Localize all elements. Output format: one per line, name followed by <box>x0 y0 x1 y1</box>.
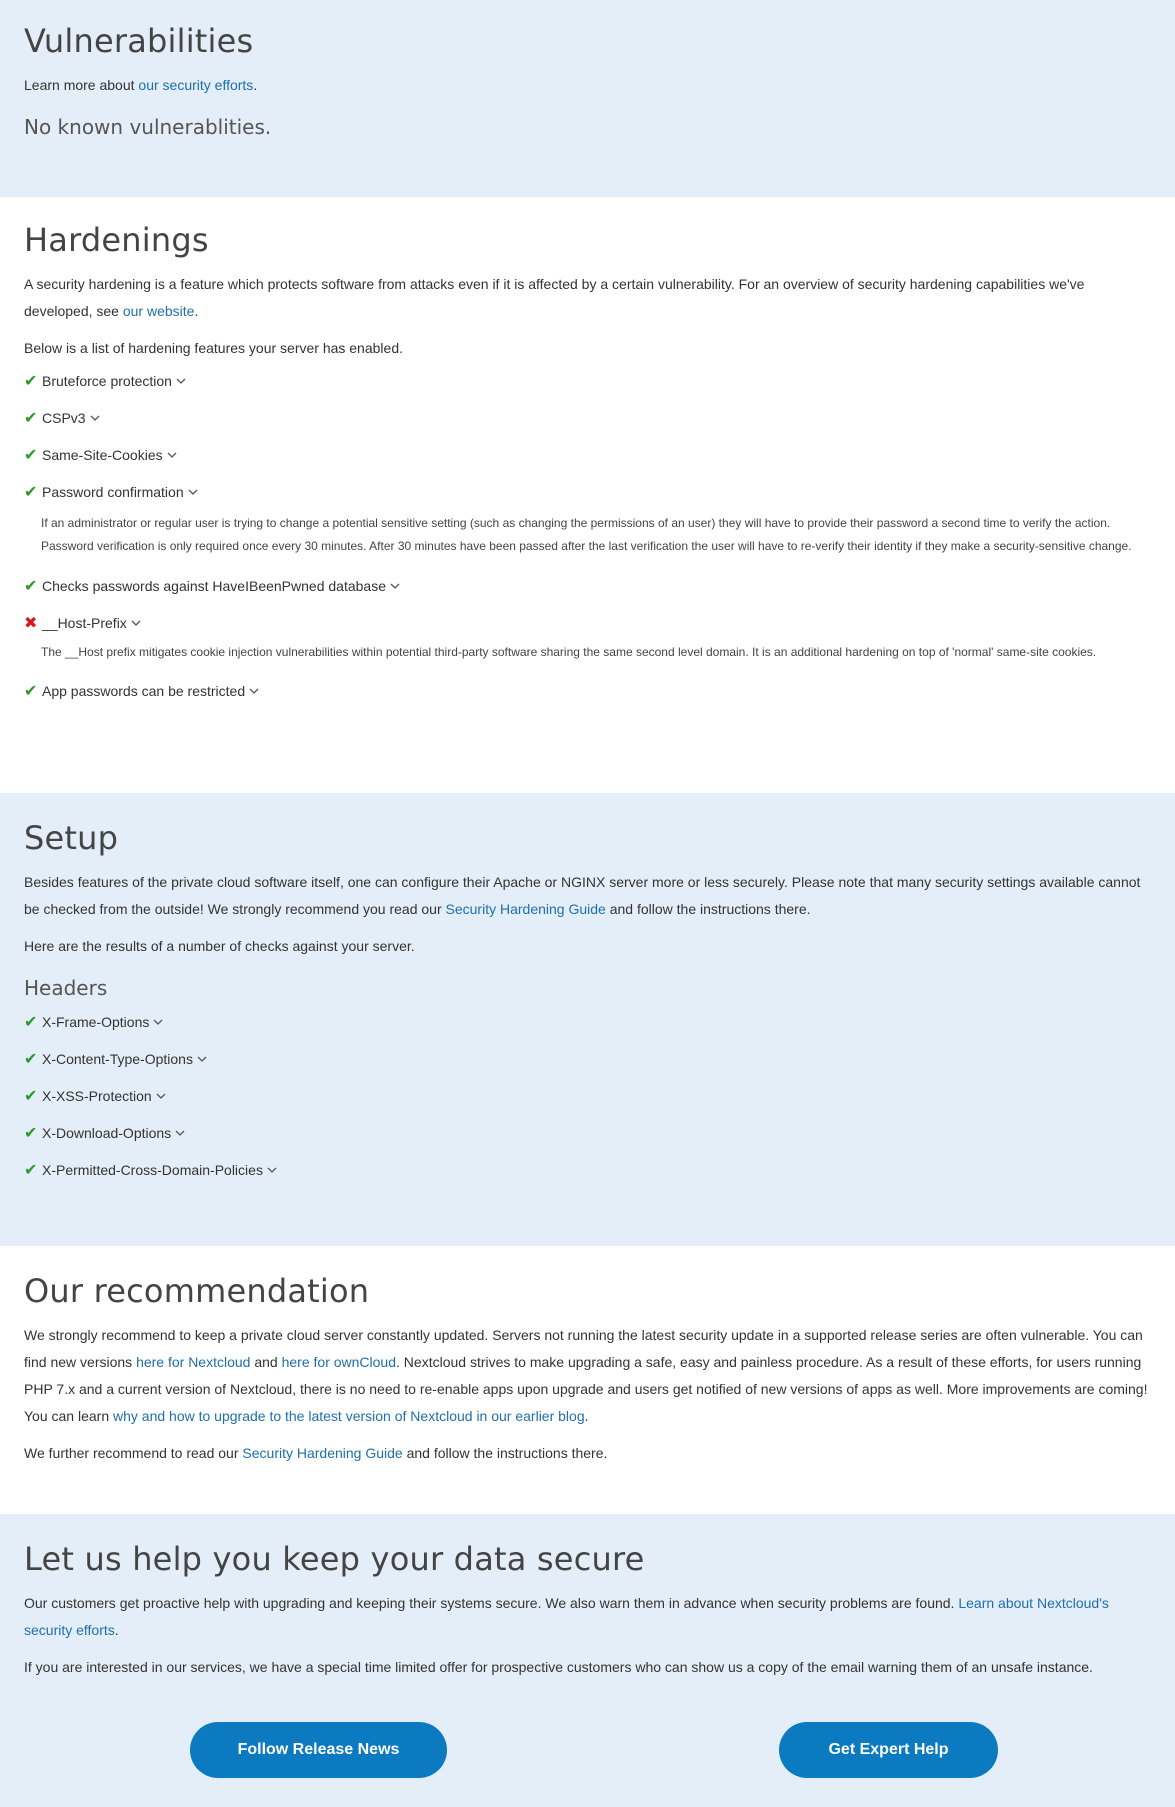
hardening-item-host-prefix[interactable] <box>24 604 1151 641</box>
security-hardening-guide-link-2[interactable]: Security Hardening Guide <box>242 1445 403 1461</box>
hardenings-title: Hardenings <box>24 221 209 259</box>
security-hardening-guide-link[interactable]: Security Hardening Guide <box>445 901 606 917</box>
password-confirmation-detail: If an administrator or regular user is trying to change a potential sensitive setting (such as changing the permissions of an user) they will have to provide their password a second time to verify the action. Password verification is only required once every 30 minutes. After 30 minutes have been passed after the last verification the user will have to re-verify their identity if they make a security-sensitive change. <box>41 516 1132 553</box>
nextcloud-security-efforts-link[interactable]: Learn about Nextcloud's security efforts <box>24 1595 1109 1638</box>
checkmark-icon: ✔ <box>24 446 38 464</box>
hardening-label: Password confirmation <box>42 483 184 500</box>
checkmark-icon: ✔ <box>24 1087 38 1105</box>
hardenings-list-intro: Below is a list of hardening features your server has enabled. <box>24 340 403 356</box>
chevron-down-icon <box>249 686 259 696</box>
vulnerabilities-section <box>0 0 1175 197</box>
hardenings-section <box>0 197 1175 793</box>
checkmark-icon: ✔ <box>24 372 38 390</box>
chevron-down-icon <box>90 413 100 423</box>
help-section <box>0 1514 1175 1807</box>
upgrade-blog-link[interactable]: why and how to upgrade to the latest version of Nextcloud in our earlier blog <box>113 1408 585 1424</box>
header-label: X-Frame-Options <box>42 1013 150 1030</box>
header-label: X-Content-Type-Options <box>42 1050 193 1067</box>
hardening-item-cspv3[interactable] <box>24 399 1151 436</box>
help-text-suffix: . <box>114 1622 119 1638</box>
headers-subtitle: Headers <box>24 976 108 1000</box>
checkmark-icon: ✔ <box>24 577 38 595</box>
help-title: Let us help you keep your data secure <box>24 1540 645 1578</box>
learn-more-suffix: . <box>253 77 258 93</box>
chevron-down-icon <box>176 376 186 386</box>
setup-results-intro: Here are the results of a number of checks against your server. <box>24 938 415 954</box>
host-prefix-detail: The __Host prefix mitigates cookie injection vulnerabilities within potential third-party software sharing the same second level domain. It is an additional hardening on top of 'normal' same-site cookies. <box>41 645 1097 659</box>
headers-list <box>24 1003 1151 1188</box>
help-text: Our customers get proactive help with upgrading and keeping their systems secure. We also warn them in advance when security problems are found. <box>24 1595 959 1611</box>
header-item-x-permitted-cross-domain-policies[interactable] <box>24 1151 1151 1188</box>
checkmark-icon: ✔ <box>24 682 38 700</box>
header-label: X-XSS-Protection <box>42 1087 152 1104</box>
recommendation-title: Our recommendation <box>24 1272 370 1310</box>
header-item-x-download-options[interactable] <box>24 1114 1151 1151</box>
owncloud-versions-link[interactable]: here for ownCloud <box>281 1354 397 1370</box>
get-expert-help-button[interactable]: Get Expert Help <box>779 1722 998 1778</box>
checkmark-icon: ✔ <box>24 409 38 427</box>
hardenings-list <box>24 362 1151 709</box>
recommendation-text: and <box>250 1354 282 1370</box>
header-item-x-content-type-options[interactable] <box>24 1040 1151 1077</box>
checkmark-icon: ✔ <box>24 483 38 501</box>
help-offer: If you are interested in our services, we have a special time limited offer for prospective customers who can show us a copy of the email warning them of an unsafe instance. <box>24 1659 1093 1675</box>
cross-icon: ✖ <box>24 614 38 632</box>
vulnerabilities-status: No known vulnerablities. <box>24 115 272 139</box>
help-paragraph <box>24 1590 1151 1644</box>
hardening-item-bruteforce[interactable] <box>24 362 1151 399</box>
checkmark-icon: ✔ <box>24 1161 38 1179</box>
follow-release-news-button[interactable]: Follow Release News <box>190 1722 447 1778</box>
hardening-label: Checks passwords against HaveIBeenPwned database <box>42 577 386 594</box>
hardening-label: CSPv3 <box>42 409 86 426</box>
recommendation-guide-suffix: and follow the instructions there. <box>402 1445 608 1461</box>
checkmark-icon: ✔ <box>24 1050 38 1068</box>
hardening-item-password-confirmation[interactable] <box>24 473 1151 510</box>
setup-intro-suffix: and follow the instructions there. <box>605 901 811 917</box>
vulnerabilities-learn-more <box>24 72 1151 99</box>
recommendation-text: . <box>584 1408 589 1424</box>
hardening-label: Same-Site-Cookies <box>42 446 163 463</box>
learn-more-prefix: Learn more about <box>24 77 139 93</box>
hardenings-intro <box>24 271 1151 325</box>
hardenings-intro-suffix: . <box>194 303 199 319</box>
chevron-down-icon <box>197 1054 207 1064</box>
nextcloud-versions-link[interactable]: here for Nextcloud <box>136 1354 251 1370</box>
checkmark-icon: ✔ <box>24 1013 38 1031</box>
hardening-label: Bruteforce protection <box>42 372 172 389</box>
hardening-item-same-site-cookies[interactable] <box>24 436 1151 473</box>
chevron-down-icon <box>167 450 177 460</box>
chevron-down-icon <box>390 581 400 591</box>
chevron-down-icon <box>175 1128 185 1138</box>
vulnerabilities-title: Vulnerabilities <box>24 22 254 60</box>
security-efforts-link[interactable]: our security efforts <box>138 77 254 93</box>
hardening-label: App passwords can be restricted <box>42 682 246 699</box>
setup-section <box>0 793 1175 1246</box>
header-label: X-Permitted-Cross-Domain-Policies <box>42 1161 263 1178</box>
setup-title: Setup <box>24 819 119 857</box>
hardening-item-haveibeenpwned[interactable] <box>24 567 1151 604</box>
header-label: X-Download-Options <box>42 1124 172 1141</box>
our-website-link[interactable]: our website <box>122 303 195 319</box>
chevron-down-icon <box>153 1017 163 1027</box>
header-item-x-xss-protection[interactable] <box>24 1077 1151 1114</box>
recommendation-text: We strongly recommend to keep a private cloud server constantly updated. Servers not running the latest security update in a supported release series are often vulnerable. You can find new versions <box>24 1327 1143 1370</box>
header-item-x-frame-options[interactable] <box>24 1003 1151 1040</box>
setup-intro <box>24 869 1151 923</box>
recommendation-guide-text: We further recommend to read our <box>24 1445 243 1461</box>
hardening-item-app-passwords[interactable] <box>24 672 1151 709</box>
recommendation-guide <box>24 1440 1151 1467</box>
chevron-down-icon <box>267 1165 277 1175</box>
chevron-down-icon <box>156 1091 166 1101</box>
setup-intro-text: Besides features of the private cloud software itself, one can configure their Apache or NGINX server more or less securely. Please note that many security settings available cannot be checked from the outside! We strongly recommend you read our <box>24 874 1141 917</box>
recommendation-section <box>0 1246 1175 1514</box>
recommendation-text: . Nextcloud strives to make upgrading a safe, easy and painless procedure. As a result of these efforts, for users running PHP 7.x and a current version of Nextcloud, there is no need to re-enable apps upon upgrade and users get notified of new versions of apps as well. More improvements are coming! You can learn <box>24 1354 1148 1424</box>
recommendation-paragraph <box>24 1322 1151 1430</box>
hardening-label: __Host-Prefix <box>42 614 127 631</box>
checkmark-icon: ✔ <box>24 1124 38 1142</box>
chevron-down-icon <box>131 618 141 628</box>
hardenings-intro-text: A security hardening is a feature which protects software from attacks even if it is affected by a certain vulnerability. For an overview of security hardening capabilities we've developed, see <box>24 276 1085 319</box>
chevron-down-icon <box>188 487 198 497</box>
